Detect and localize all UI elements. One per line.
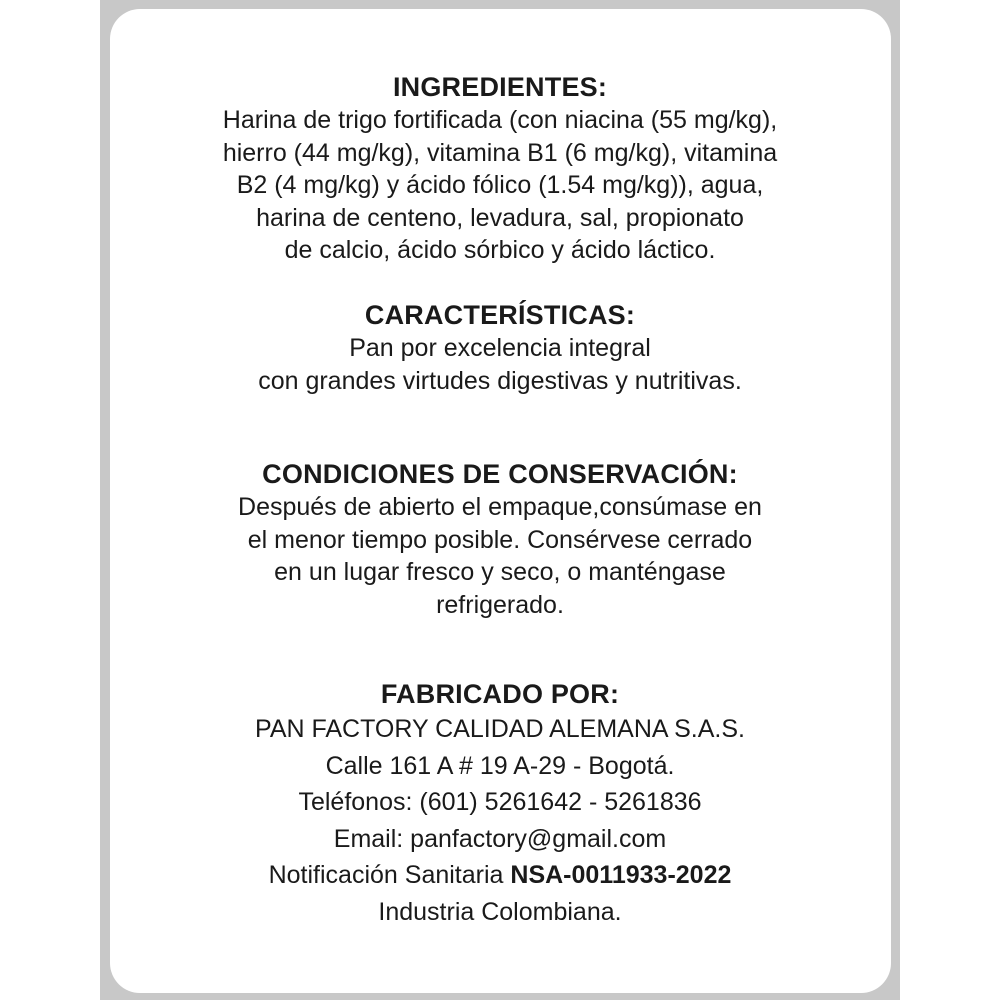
storage-conditions-line: en un lugar fresco y seco, o manténgase	[274, 558, 726, 586]
storage-conditions-line: refrigerado.	[436, 590, 564, 619]
manufacturer-section	[0, 678, 1000, 930]
characteristics-heading: CARACTERÍSTICAS:	[364, 300, 636, 330]
manufacturer-address: Calle 161 A # 19 A-29 - Bogotá.	[325, 751, 675, 780]
manufacturer-heading: FABRICADO POR:	[380, 679, 620, 709]
manufacturer-email: Email: panfactory@gmail.com	[333, 824, 667, 853]
ingredients-line: B2 (4 mg/kg) y ácido fólico (1.54 mg/kg)), agua,	[236, 171, 764, 199]
storage-conditions-line: el menor tiempo posible. Consérvese cerrado	[247, 525, 753, 554]
manufacturer-phones: Teléfonos: (601) 5261642 - 5261836	[298, 788, 702, 816]
ingredients-line: de calcio, ácido sórbico y ácido láctico.	[284, 236, 716, 264]
storage-conditions-heading: CONDICIONES DE CONSERVACIÓN:	[262, 459, 738, 489]
storage-conditions-section	[0, 458, 1000, 621]
sanitary-notification-label: Notificación Sanitaria	[268, 861, 504, 889]
ingredients-heading: INGREDIENTES:	[392, 72, 608, 102]
manufacturer-company-name: PAN FACTORY CALIDAD ALEMANA S.A.S.	[255, 715, 745, 743]
sanitary-notification	[0, 857, 1000, 894]
ingredients-line: harina de centeno, levadura, sal, propionato	[256, 203, 744, 232]
sanitary-notification-code: NSA-0011933-2022	[510, 861, 732, 889]
characteristics-line: con grandes virtudes digestivas y nutritivas.	[258, 366, 742, 395]
country-of-origin: Industria Colombiana.	[378, 897, 622, 926]
ingredients-line: hierro (44 mg/kg), vitamina B1 (6 mg/kg), vitamina	[222, 138, 778, 167]
characteristics-line: Pan por excelencia integral	[349, 334, 651, 362]
characteristics-section	[0, 299, 1000, 397]
storage-conditions-line: Después de abierto el empaque,consúmase en	[238, 493, 762, 521]
ingredients-section	[0, 71, 1000, 267]
ingredients-line: Harina de trigo fortificada (con niacina (55 mg/kg),	[222, 106, 778, 134]
